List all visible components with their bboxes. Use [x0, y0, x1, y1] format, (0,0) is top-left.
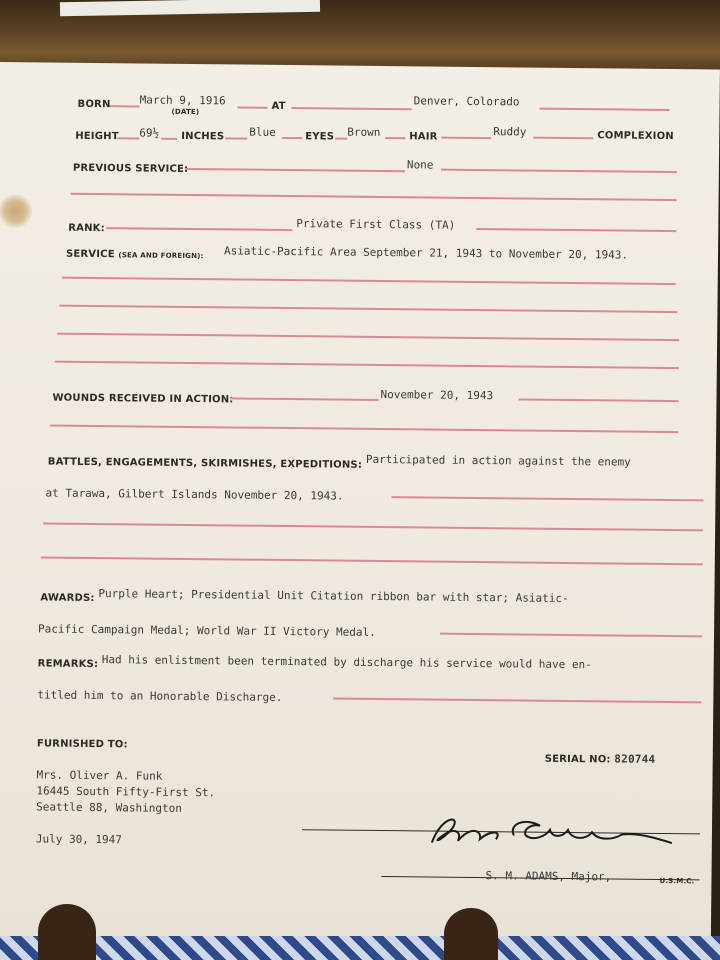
serial-value: 820744: [614, 752, 656, 766]
signer-branch: U.S.M.C.: [659, 876, 695, 886]
birthplace: Denver, Colorado: [413, 94, 520, 109]
eyes-value: Blue: [249, 125, 276, 139]
left-thumb: [38, 904, 96, 960]
service-label-text: SERVICE: [65, 248, 115, 261]
paper-edge: [60, 0, 320, 16]
eyes-label: EYES: [305, 131, 335, 143]
remarks-label: REMARKS:: [37, 658, 99, 671]
right-thumb: [444, 908, 498, 960]
awards-line2: Pacific Campaign Medal; World War II Victory Medal.: [37, 622, 376, 639]
serial-number: [545, 752, 656, 766]
furnished-label: FURNISHED TO:: [36, 738, 128, 751]
wounds-value: November 20, 1943: [380, 388, 494, 403]
service-label: [66, 249, 204, 261]
remarks-line1: Had his enlistment been terminated by discharge his service would have en-: [101, 653, 592, 672]
stain: [0, 194, 33, 228]
address-line3: Seattle 88, Washington: [36, 800, 182, 815]
height-value: 69½: [139, 126, 160, 140]
fabric-background: [0, 936, 720, 960]
rank-label: RANK:: [68, 222, 105, 235]
wounds-label: WOUNDS RECEIVED IN ACTION:: [52, 392, 234, 406]
born-label: BORN: [77, 98, 111, 111]
service-sublabel: (SEA AND FOREIGN):: [118, 251, 204, 261]
complexion-label: COMPLEXION: [597, 130, 674, 143]
address-line1: Mrs. Oliver A. Funk: [36, 768, 163, 783]
battles-line2: at Tarawa, Gilbert Islands November 20, 1943.: [45, 486, 344, 503]
date-caption: (DATE): [171, 107, 200, 117]
battles-label: BATTLES, ENGAGEMENTS, SKIRMISHES, EXPEDITIONS:: [47, 456, 363, 471]
handwritten-signature: [422, 804, 683, 857]
previous-service-value: None: [406, 158, 434, 172]
height-label: HEIGHT: [75, 130, 119, 143]
inches-label: INCHES: [181, 130, 225, 143]
issue-date: July 30, 1947: [35, 832, 123, 847]
hair-label: HAIR: [409, 131, 438, 143]
service-record-document: [0, 62, 720, 949]
awards-label: AWARDS:: [40, 592, 95, 605]
born-date: March 9, 1916: [139, 93, 226, 108]
address-line2: 16445 South Fifty-First St.: [36, 784, 216, 800]
signer-name: S. M. ADAMS, Major,: [485, 869, 612, 884]
awards-line1: Purple Heart; Presidential Unit Citation ribbon bar with star; Asiatic-: [98, 587, 569, 605]
rank-value: Private First Class (TA): [296, 217, 456, 232]
serial-label: SERIAL NO:: [544, 753, 611, 766]
complexion-value: Ruddy: [493, 125, 527, 139]
remarks-line2: titled him to an Honorable Discharge.: [37, 688, 283, 704]
previous-service-label: PREVIOUS SERVICE:: [72, 162, 189, 175]
at-label: AT: [271, 100, 286, 112]
battles-line1: Participated in action against the enemy: [365, 452, 631, 469]
hair-value: Brown: [347, 125, 381, 139]
service-value: Asiatic-Pacific Area September 21, 1943 to November 20, 1943.: [223, 244, 629, 262]
